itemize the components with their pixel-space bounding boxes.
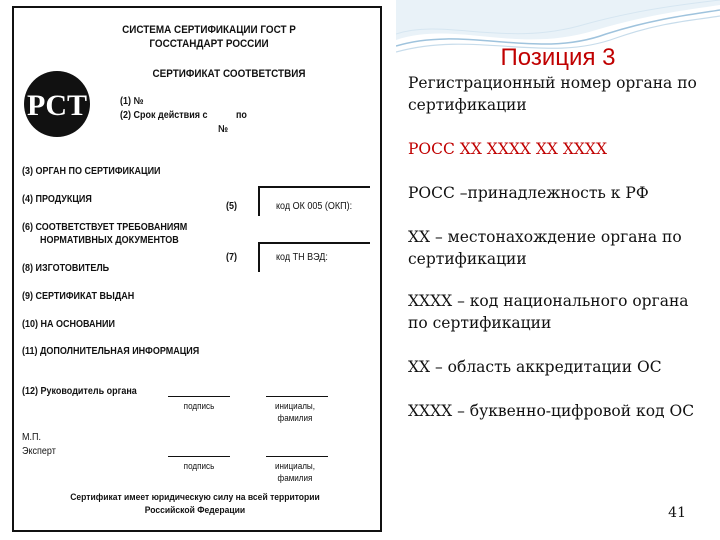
bullet-xx-accreditation: ХХ – область аккредитации ОС: [408, 358, 662, 376]
slide-title: Позиция 3: [500, 44, 616, 71]
cert-code-ok-divider: [258, 186, 260, 216]
page-number: 41: [668, 505, 686, 521]
cert-field-4: (4) ПРОДУКЦИЯ: [22, 194, 92, 205]
cert-code-tn-divider: [258, 242, 260, 272]
cert-footer-line2: Российской Федерации: [144, 505, 246, 516]
cert-signature-label-1: подпись: [183, 401, 215, 411]
rst-logo-icon: [22, 69, 92, 139]
cert-initials-line-1: [266, 396, 328, 397]
bullet-xx-location: ХХ – местонахождение органа по сертификации: [408, 228, 682, 268]
cert-signature-line-2: [168, 456, 230, 457]
cert-initials-label-2a: инициалы,: [275, 461, 315, 471]
bullet-xxxx-national: ХХХХ – код национального органа по сертификации: [408, 292, 689, 332]
cert-header-line1: СИСТЕМА СЕРТИФИКАЦИИ ГОСТ Р: [122, 24, 296, 36]
cert-field-1: (1) №: [120, 96, 144, 107]
cert-signature-label-2: подпись: [183, 461, 215, 471]
cert-field-6-line2: НОРМАТИВНЫХ ДОКУМЕНТОВ: [40, 235, 179, 246]
cert-signature-line-1: [168, 396, 230, 397]
cert-field-8: (8) ИЗГОТОВИТЕЛЬ: [22, 263, 110, 274]
cert-header-line2: ГОССТАНДАРТ РОССИИ: [149, 38, 269, 50]
svg-text:PCT: PCT: [27, 89, 87, 122]
certificate-form: [4, 4, 385, 534]
cert-stamp: М.П.: [22, 432, 41, 443]
bullet-ross: РОСС –принадлежность к РФ: [408, 184, 649, 202]
cert-initials-label-1b: фамилия: [277, 413, 313, 423]
cert-field-11: (11) ДОПОЛНИТЕЛЬНАЯ ИНФОРМАЦИЯ: [22, 346, 200, 357]
cert-code-tn-rule: [258, 242, 370, 244]
cert-field-6-line1: (6) СООТВЕТСТВУЕТ ТРЕБОВАНИЯМ: [22, 222, 188, 233]
bullet-xxxx-code: ХХХХ – буквенно-цифровой код ОС: [408, 402, 695, 420]
cert-field-12: (12) Руководитель органа: [22, 386, 137, 397]
cert-code-ok: код ОК 005 (ОКП):: [276, 201, 353, 212]
cert-field-3: (3) ОРГАН ПО СЕРТИФИКАЦИИ: [22, 166, 161, 177]
cert-initials-label-1a: инициалы,: [275, 401, 315, 411]
cert-initials-line-2: [266, 456, 328, 457]
cert-code-ok-rule: [258, 186, 370, 188]
cert-field-2-to: по: [236, 110, 247, 121]
bullet-registration-number: Регистрационный номер органа по сертификации: [408, 74, 697, 114]
cert-field-2-no: №: [218, 124, 229, 135]
cert-field-9: (9) СЕРТИФИКАТ ВЫДАН: [22, 291, 135, 302]
cert-footer-line1: Сертификат имеет юридическую силу на всей территории: [70, 492, 320, 503]
cert-title: СЕРТИФИКАТ СООТВЕТСТВИЯ: [152, 68, 306, 80]
cert-field-2: (2) Срок действия с: [120, 110, 208, 121]
cert-field-5: (5): [226, 201, 238, 212]
cert-field-7: (7): [226, 252, 238, 263]
cert-field-10: (10) НА ОСНОВАНИИ: [22, 319, 115, 330]
cert-code-tn: код ТН ВЭД:: [276, 252, 328, 263]
cert-initials-label-2b: фамилия: [277, 473, 313, 483]
bullet-format-highlight: РОСС XX XXXX XX XXXX: [408, 140, 607, 158]
cert-expert: Эксперт: [22, 446, 56, 457]
